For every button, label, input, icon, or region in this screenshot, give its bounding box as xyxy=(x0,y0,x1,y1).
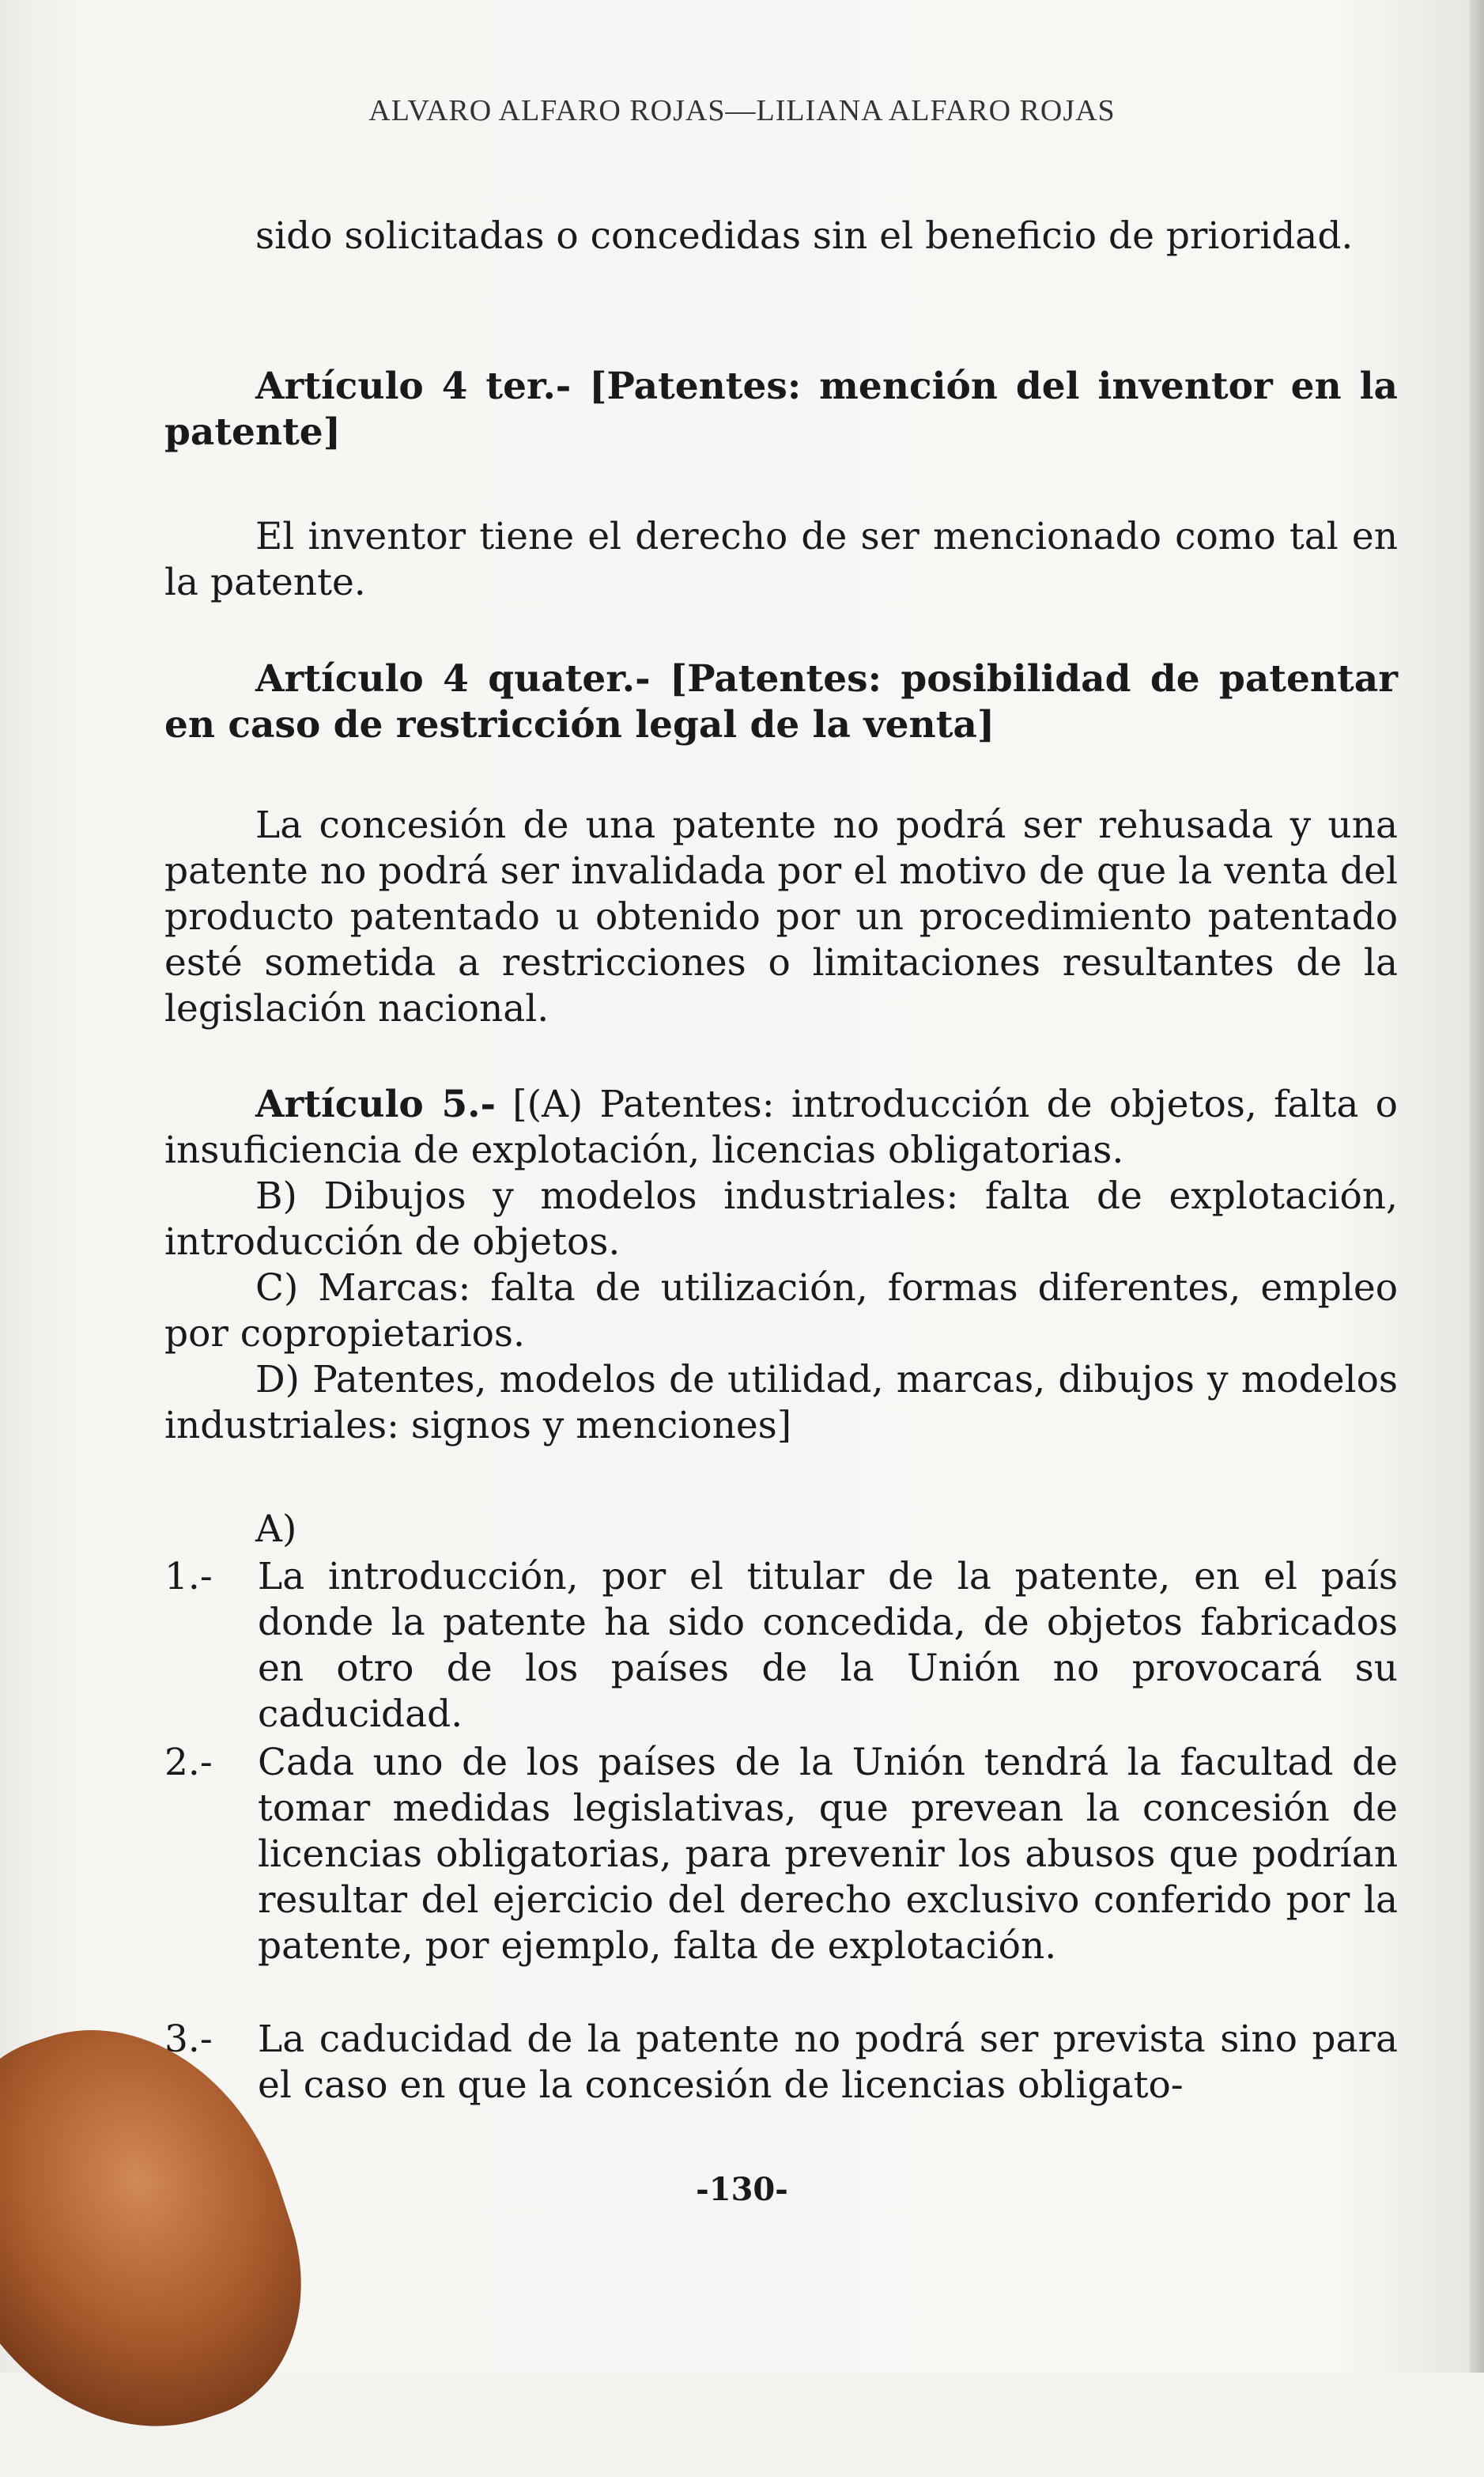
page-edge-shadow xyxy=(1470,0,1484,2373)
article-4ter-title: Artículo 4 ter.- [Patentes: mención del inventor en la patente] xyxy=(164,365,1398,454)
article-5-b: B) Dibujos y modelos industriales: falta de explotación, introducción de objetos. xyxy=(164,1174,1398,1264)
list-item xyxy=(164,1554,1398,1738)
list-item xyxy=(164,2017,1398,2108)
article-4ter-body: El inventor tiene el derecho de ser mencionado como tal en la patente. xyxy=(164,515,1398,604)
list-item-text: La caducidad de la patente no podrá ser prevista sino para el caso en que la concesión de licencias obligato- xyxy=(258,2018,1398,2107)
running-header: ALVARO ALFARO ROJAS—LILIANA ALFARO ROJAS xyxy=(368,94,1116,127)
list-item-number: 3.- xyxy=(164,2018,213,2061)
list-item-text: La introducción, por el titular de la patente, en el país donde la patente ha sido concedida, de objetos fabricados en otro de los países de la Unión no provocará su caducidad. xyxy=(258,1555,1398,1736)
article-5-a: [(A) Patentes: introducción de objetos, falta o insuficiencia de explotación, licencias obligatorias. xyxy=(164,1083,1398,1172)
list-item xyxy=(164,1740,1398,1969)
list-item-text: Cada uno de los países de la Unión tendrá la facultad de tomar medidas legislativas, que prevean la concesión de licencias obligatorias, para prevenir los abusos que podrían resultar del ejercicio del derecho exclusivo conferido por la patente, por ejemplo, falta de explotación. xyxy=(258,1741,1398,1968)
list-item-number: 1.- xyxy=(164,1555,213,1598)
article-5-label: Artículo 5.- xyxy=(255,1083,497,1126)
section-a-label: A) xyxy=(255,1507,297,1551)
page-number: -130- xyxy=(696,2171,788,2208)
article-4quater-body: La concesión de una patente no podrá ser rehusada y una patente no podrá ser invalidada por el motivo de que la venta del producto patentado u obtenido por un procedimiento patentado esté sometida a restricciones o limitaciones resultantes de la legislación nacional. xyxy=(164,804,1398,1031)
list-item-number: 2.- xyxy=(164,1741,213,1784)
article-4quater-title: Artículo 4 quater.- [Patentes: posibilidad de patentar en caso de restricción legal de la venta] xyxy=(164,657,1398,747)
article-5-heading xyxy=(164,1082,1398,1174)
article-5-c: C) Marcas: falta de utilización, formas diferentes, empleo por copropietarios. xyxy=(164,1266,1398,1356)
paragraph-continuation: sido solicitadas o concedidas sin el beneficio de prioridad. xyxy=(255,214,1354,258)
article-5-d: D) Patentes, modelos de utilidad, marcas, dibujos y modelos industriales: signos y menciones] xyxy=(164,1358,1398,1447)
